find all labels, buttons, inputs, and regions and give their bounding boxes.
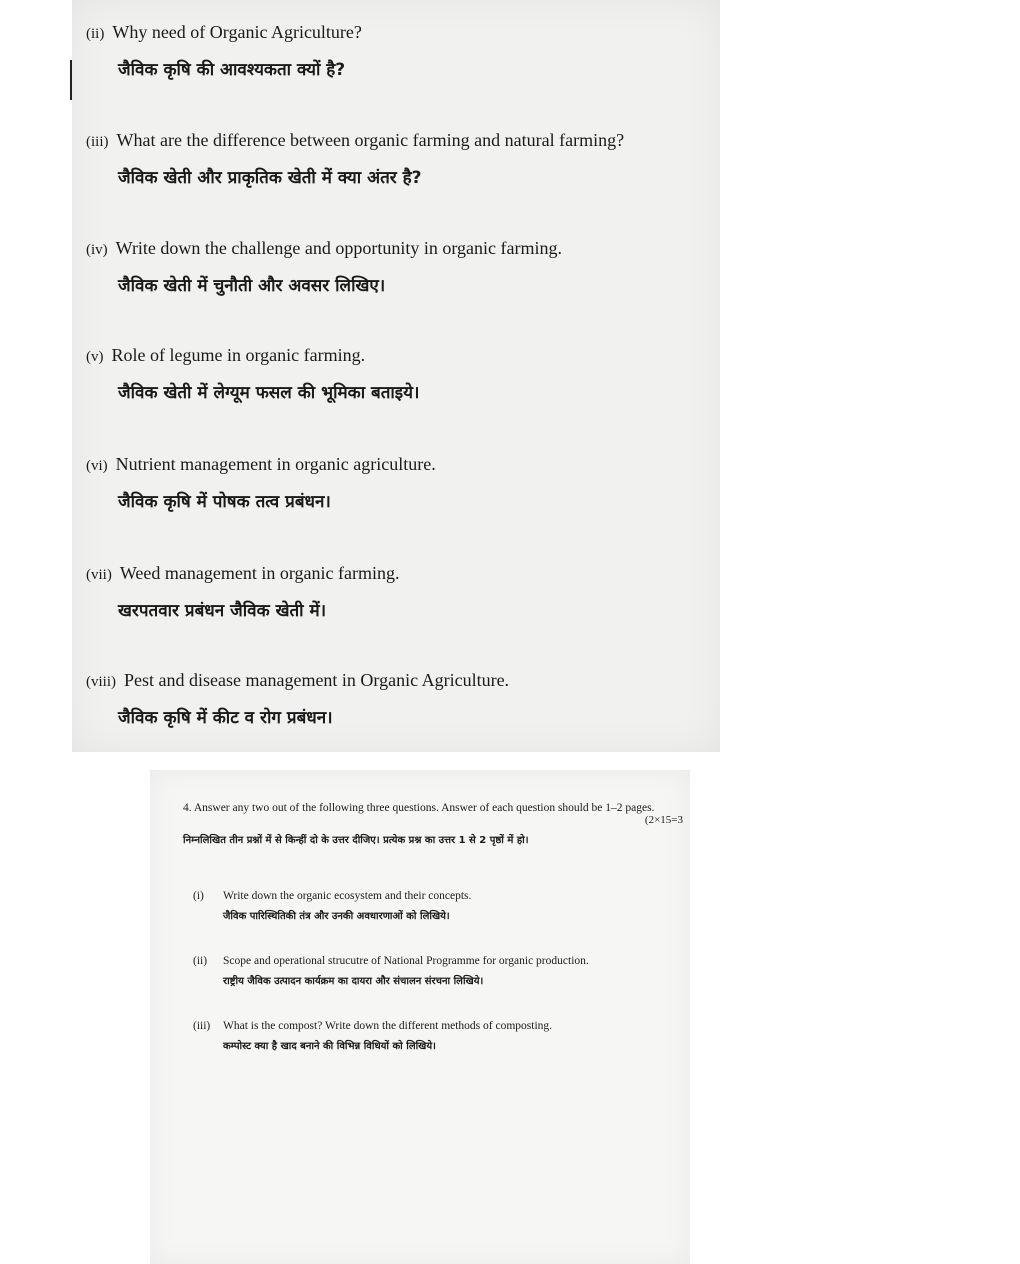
item-text-en: Write down the organic ecosystem and their concepts. <box>223 890 472 902</box>
question-text-en: Pest and disease management in Organic Agriculture. <box>124 670 510 690</box>
item-number: (i) <box>193 890 204 902</box>
item-text-en: Scope and operational strucutre of National Programme for organic production. <box>223 955 589 967</box>
section-4-header <box>183 800 683 846</box>
question-number: (v) <box>86 349 104 365</box>
question-vi <box>86 452 706 514</box>
question-viii <box>86 668 706 730</box>
section-4-instruction-hi: निम्नलिखित तीन प्रश्नों में से किन्हीं दो के उत्तर दीजिए। प्रत्येक प्रश्न का उत्तर 1 से 2 पृष्ठों में हो। <box>183 835 529 846</box>
question-text-hi: खरपतवार प्रबंधन जैविक खेती में। <box>118 601 327 621</box>
section-4-item-iii <box>193 1020 673 1052</box>
question-ii <box>86 20 706 82</box>
question-text-hi: जैविक कृषि की आवश्यकता क्यों है? <box>118 60 346 80</box>
question-text-hi: जैविक खेती में लेग्यूम फसल की भूमिका बताइये। <box>118 383 420 403</box>
item-number: (iii) <box>193 1020 211 1032</box>
question-number: (iii) <box>86 134 109 150</box>
question-iii <box>86 128 706 190</box>
question-text-en: Why need of Organic Agriculture? <box>112 22 362 42</box>
question-vii <box>86 561 706 623</box>
section-4-item-i <box>193 890 673 922</box>
question-v <box>86 343 706 405</box>
item-text-hi: जैविक पारिस्थितिकी तंत्र और उनकी अवधारणाओं को लिखिये। <box>223 911 450 922</box>
question-number: (vii) <box>86 567 112 583</box>
question-text-en: Write down the challenge and opportunity in organic farming. <box>115 238 562 258</box>
question-text-en: What are the difference between organic farming and natural farming? <box>116 130 625 150</box>
item-text-hi: कम्पोस्ट क्या है खाद बनाने की विभिन्न विधियों को लिखिये। <box>223 1041 436 1052</box>
margin-mark <box>70 60 72 100</box>
item-number: (ii) <box>193 955 208 967</box>
section-4-marks: (2×15=3 <box>644 814 683 826</box>
item-text-en: What is the compost? Write down the different methods of composting. <box>223 1020 553 1032</box>
question-text-hi: जैविक कृषि में पोषक तत्व प्रबंधन। <box>118 492 331 512</box>
question-text-en: Nutrient management in organic agriculture. <box>115 454 436 474</box>
question-number: (ii) <box>86 26 105 42</box>
question-text-en: Weed management in organic farming. <box>119 563 400 583</box>
question-number: (viii) <box>86 674 116 690</box>
section-4-instruction: 4. Answer any two out of the following three questions. Answer of each question should be 1–2 pages. <box>183 802 655 814</box>
question-text-hi: जैविक खेती और प्राकृतिक खेती में क्या अंतर है? <box>118 168 422 188</box>
question-number: (vi) <box>86 458 108 474</box>
section-4-item-ii <box>193 955 673 987</box>
question-text-en: Role of legume in organic farming. <box>111 345 366 365</box>
item-text-hi: राष्ट्रीय जैविक उत्पादन कार्यक्रम का दायरा और संचालन संरचना लिखिये। <box>223 976 484 987</box>
question-iv <box>86 236 706 298</box>
question-text-hi: जैविक कृषि में कीट व रोग प्रबंधन। <box>118 708 333 728</box>
question-number: (iv) <box>86 242 108 258</box>
question-text-hi: जैविक खेती में चुनौती और अवसर लिखिए। <box>118 276 386 296</box>
